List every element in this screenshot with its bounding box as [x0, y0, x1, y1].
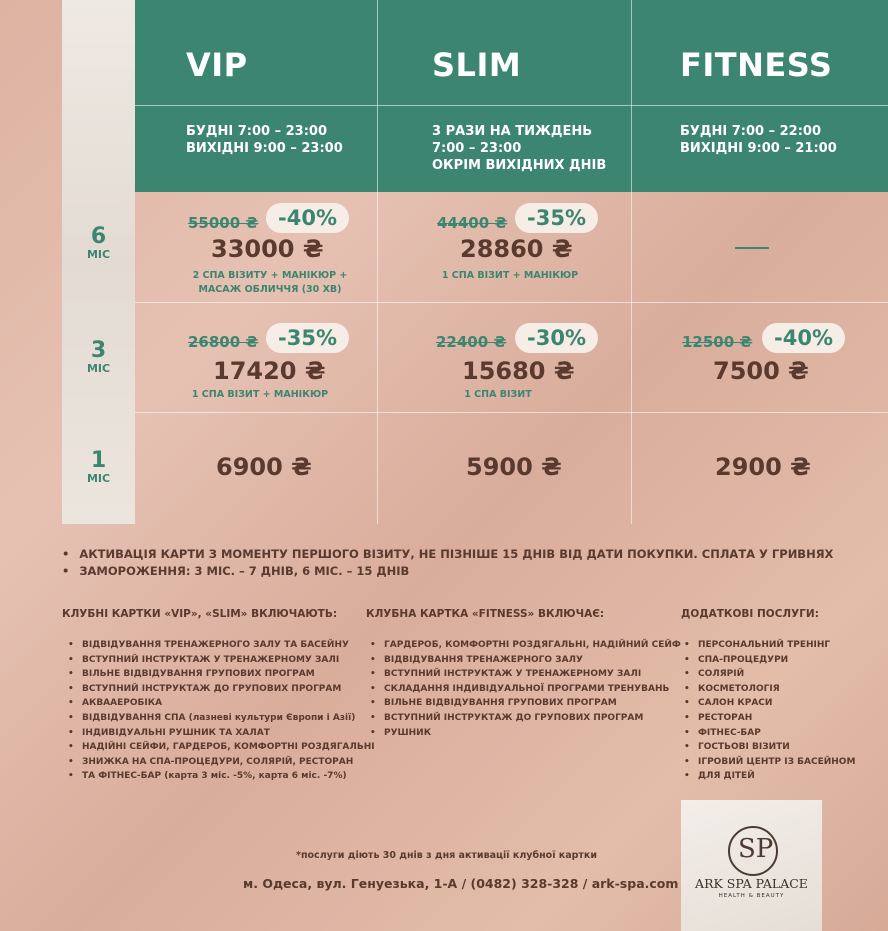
extra-services-title: ДОДАТКОВІ ПОСЛУГИ: — [681, 608, 819, 620]
list-item: • СКЛАДАННЯ ІНДИВІДУАЛЬНОЇ ПРОГРАМИ ТРЕНУВАНЬ — [370, 682, 681, 697]
old-price: 55000 ₴ — [188, 214, 259, 232]
list-item: • НАДІЙНІ СЕЙФИ, ГАРДЕРОБ, КОМФОРТНІ РОЗДЯГАЛЬНІ — [68, 740, 375, 755]
list-item-continuation: • ДЛЯ ДІТЕЙ — [684, 769, 855, 784]
grid-line — [135, 412, 888, 413]
list-item-continuation: • ТА ФІТНЕС-БАР (карта 3 міс. -5%, карта 6 міс. -7%) — [68, 769, 375, 784]
price: 5900 ₴ — [466, 453, 562, 481]
terms-info-list — [62, 546, 833, 580]
list-item: • РУШНИК — [370, 726, 681, 741]
list-item: • ВІДВІДУВАННЯ ТРЕНАЖЕРНОГО ЗАЛУ ТА БАСЕЙНУ — [68, 638, 375, 653]
grid-line — [377, 0, 378, 524]
brand-tagline: HEALTH & BEAUTY — [718, 893, 785, 899]
grid-line — [135, 105, 888, 106]
list-item: • ФІТНЕС-БАР — [684, 726, 855, 741]
grid-line — [631, 0, 632, 524]
plan-hours-fitness: БУДНІ 7:00 – 22:00 ВИХІДНІ 9:00 – 21:00 — [680, 124, 837, 156]
list-item: • ВІЛЬНЕ ВІДВІДУВАННЯ ГРУПОВИХ ПРОГРАМ — [68, 667, 375, 682]
old-price: 22400 ₴ — [436, 333, 507, 351]
discount-badge: -35% — [515, 203, 598, 233]
plan-title-vip: VIP — [186, 46, 248, 84]
grid-line — [135, 302, 888, 303]
price: 28860 ₴ — [460, 235, 573, 263]
included-note: 1 СПА ВІЗИТ — [464, 389, 532, 400]
price: 6900 ₴ — [216, 453, 312, 481]
term-6-months: 6 МІС — [86, 224, 111, 261]
term-column-strip — [62, 0, 135, 524]
list-item: • ГАРДЕРОБ, КОМФОРТНІ РОЗДЯГАЛЬНІ, НАДІЙНИЙ СЕЙФ — [370, 638, 681, 653]
list-item: • ІГРОВИЙ ЦЕНТР ІЗ БАСЕЙНОМ — [684, 755, 855, 770]
extra-services-list — [684, 638, 855, 784]
footnote: *послуги діють 30 днів з дня активації клубної картки — [296, 850, 598, 861]
not-available-dash — [735, 247, 769, 249]
list-item: • ПЕРСОНАЛЬНИЙ ТРЕНІНГ — [684, 638, 855, 653]
included-note: 1 СПА ВІЗИТ + МАНІКЮР — [191, 389, 329, 400]
old-price: 12500 ₴ — [682, 333, 753, 351]
term-1-month: 1 МІС — [86, 448, 111, 485]
price: 17420 ₴ — [213, 357, 326, 385]
list-item: • ВСТУПНИЙ ІНСТРУКТАЖ У ТРЕНАЖЕРНОМУ ЗАЛІ — [68, 653, 375, 668]
info-item: • АКТИВАЦІЯ КАРТИ З МОМЕНТУ ПЕРШОГО ВІЗИТУ, НЕ ПІЗНІШЕ 15 ДНІВ ВІД ДАТИ ПОКУПКИ. СПЛАТА У ГРИВНЯХ — [62, 546, 833, 563]
price: 33000 ₴ — [211, 235, 324, 263]
old-price: 44400 ₴ — [437, 214, 508, 232]
list-item: • ВСТУПНИЙ ІНСТРУКТАЖ ДО ГРУПОВИХ ПРОГРАМ — [68, 682, 375, 697]
fitness-includes-list — [370, 638, 681, 740]
vip-slim-includes-title: КЛУБНІ КАРТКИ «VIP», «SLIM» ВКЛЮЧАЮТЬ: — [62, 608, 338, 620]
plan-title-slim: SLIM — [432, 46, 522, 84]
list-item: • КОСМЕТОЛОГІЯ — [684, 682, 855, 697]
list-item: • ЗНИЖКА НА СПА-ПРОЦЕДУРИ, СОЛЯРІЙ, РЕСТОРАН — [68, 755, 375, 770]
brand-name: ARK SPA PALACE — [695, 876, 808, 891]
contact-address: м. Одеса, вул. Генуезька, 1-А / (0482) 328-328 / ark-spa.com — [243, 876, 679, 891]
included-note: 1 СПА ВІЗИТ + МАНІКЮР — [441, 270, 579, 281]
list-item: • ІНДИВІДУАЛЬНІ РУШНИК ТА ХАЛАТ — [68, 726, 375, 741]
price: 15680 ₴ — [462, 357, 575, 385]
discount-badge: -40% — [266, 203, 349, 233]
list-item: • ВСТУПНИЙ ІНСТРУКТАЖ ДО ГРУПОВИХ ПРОГРАМ — [370, 711, 681, 726]
list-item: • АКВААЕРОБІКА — [68, 696, 375, 711]
info-item: • ЗАМОРОЖЕННЯ: 3 МІС. – 7 ДНІВ, 6 МІС. – 15 ДНІВ — [62, 563, 833, 580]
price: 7500 ₴ — [713, 357, 809, 385]
list-item: • СОЛЯРІЙ — [684, 667, 855, 682]
plan-title-fitness: FITNESS — [680, 46, 833, 84]
list-item: • ВІЛЬНЕ ВІДВІДУВАННЯ ГРУПОВИХ ПРОГРАМ — [370, 696, 681, 711]
monogram-icon: SP — [728, 826, 778, 876]
plan-hours-slim: 3 РАЗИ НА ТИЖДЕНЬ 7:00 – 23:00 ОКРІМ ВИХІДНИХ ДНІВ — [432, 124, 607, 173]
list-item: • САЛОН КРАСИ — [684, 696, 855, 711]
plan-hours-vip: БУДНІ 7:00 – 23:00 ВИХІДНІ 9:00 – 23:00 — [186, 124, 343, 156]
list-item: • ВСТУПНИЙ ІНСТРУКТАЖ У ТРЕНАЖЕРНОМУ ЗАЛІ — [370, 667, 681, 682]
fitness-includes-title: КЛУБНА КАРТКА «FITNESS» ВКЛЮЧАЄ: — [366, 608, 605, 620]
list-item: • ВІДВІДУВАННЯ ТРЕНАЖЕРНОГО ЗАЛУ — [370, 653, 681, 668]
discount-badge: -40% — [762, 323, 845, 353]
list-item: • СПА-ПРОЦЕДУРИ — [684, 653, 855, 668]
term-3-months: 3 МІС — [86, 338, 111, 375]
list-item: • ГОСТЬОВІ ВІЗИТИ — [684, 740, 855, 755]
old-price: 26800 ₴ — [188, 333, 259, 351]
list-item: • РЕСТОРАН — [684, 711, 855, 726]
included-note: 2 СПА ВІЗИТУ + МАНІКЮР + МАСАЖ ОБЛИЧЧЯ (30 ХВ) — [192, 270, 348, 295]
discount-badge: -35% — [266, 323, 349, 353]
discount-badge: -30% — [515, 323, 598, 353]
brand-logo — [681, 800, 822, 931]
vip-slim-includes-list — [68, 638, 375, 784]
price: 2900 ₴ — [715, 453, 811, 481]
list-item: • ВІДВІДУВАННЯ СПА (лазневі культури Європи і Азії) — [68, 711, 375, 726]
